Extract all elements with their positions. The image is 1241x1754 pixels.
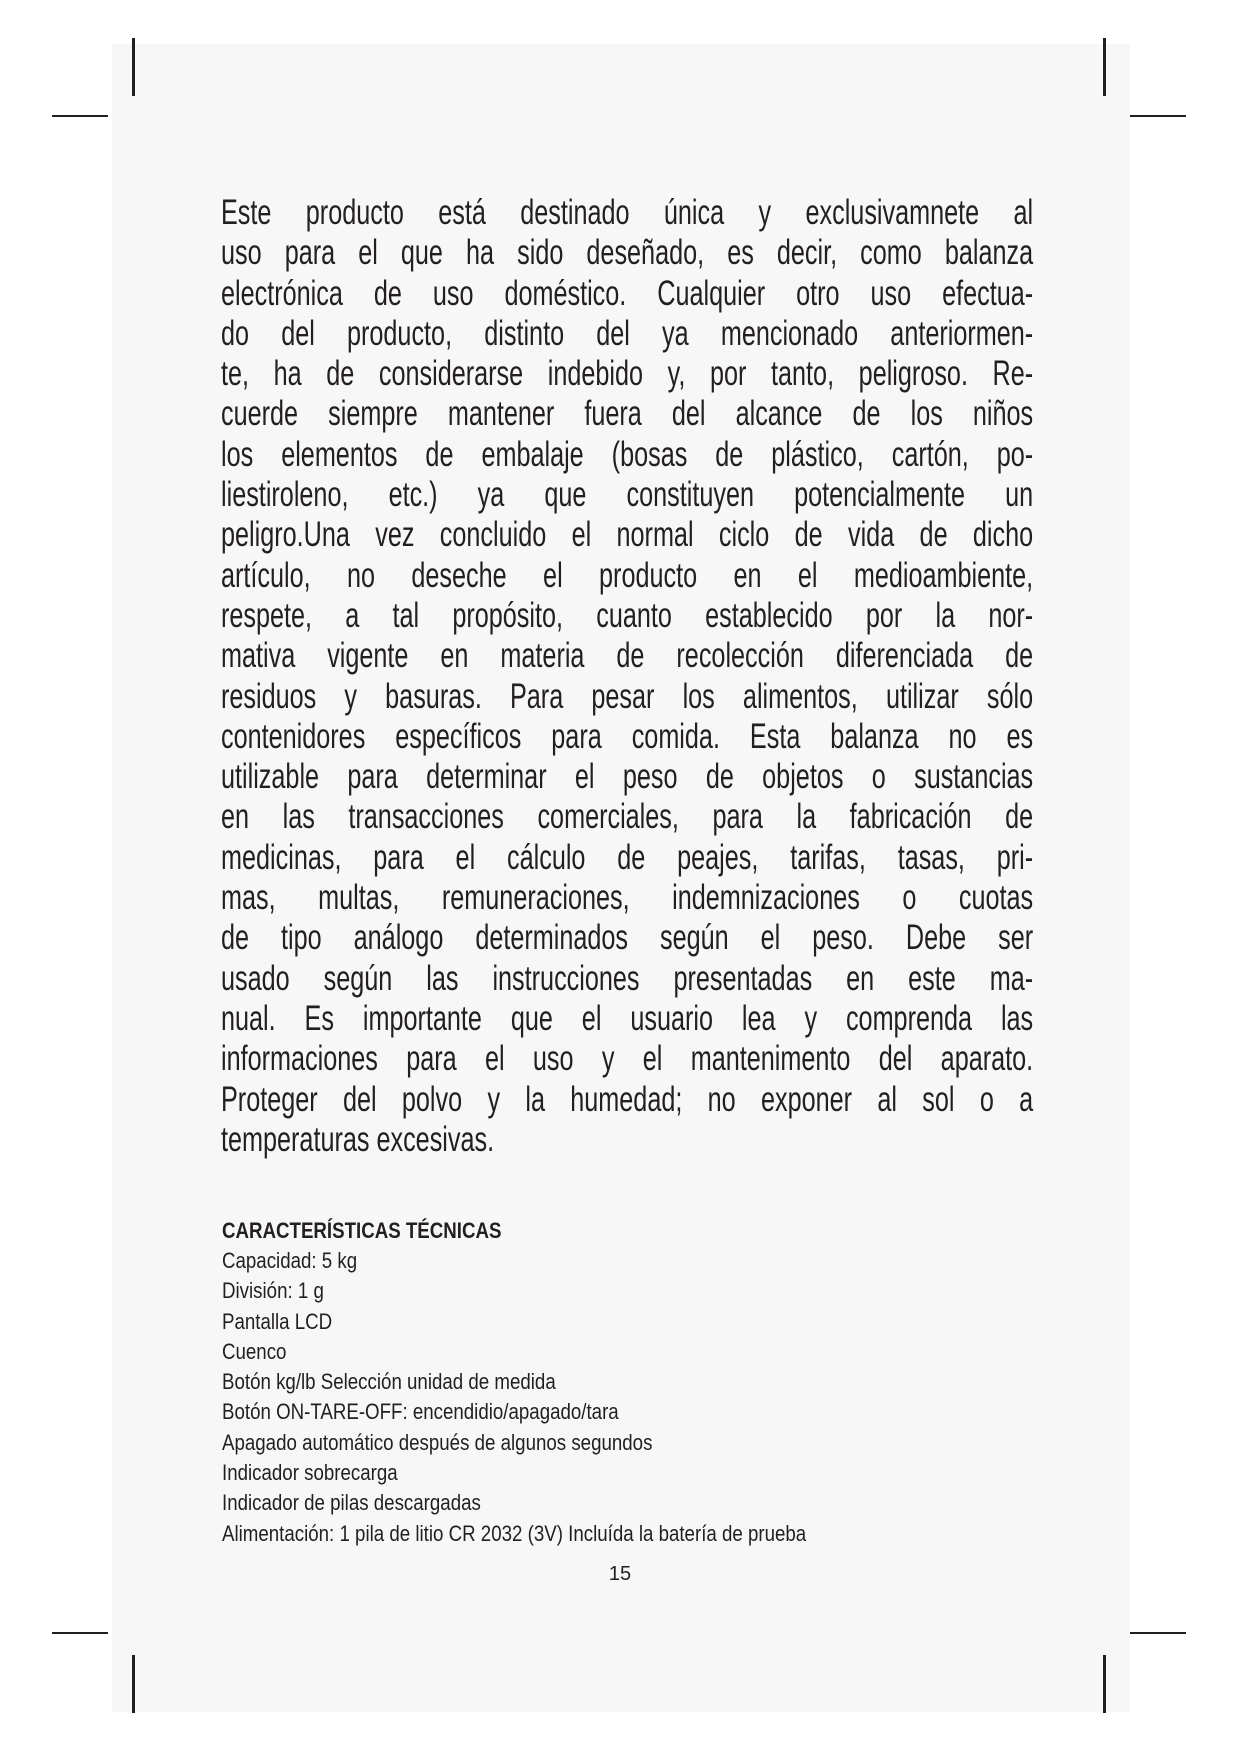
crop-mark-bottom-right-horizontal (1130, 1632, 1186, 1634)
spec-item: Botón kg/lb Selección unidad de medida (222, 1369, 556, 1395)
paragraph-line: utilizable para determinar el peso de objetos o sustancias (221, 757, 1034, 797)
crop-mark-bottom-left-horizontal (52, 1632, 108, 1634)
spec-item: Pantalla LCD (222, 1308, 333, 1334)
paragraph-line: informaciones para el uso y el mantenimento del aparato. (221, 1039, 1034, 1079)
paragraph-line: usado según las instrucciones presentadas en este ma- (221, 958, 1034, 998)
spec-item: División: 1 g (222, 1278, 324, 1304)
paragraph-line: Este producto está destinado única y exclusivamnete al (221, 193, 1034, 232)
spec-item: Cuenco (222, 1338, 287, 1364)
spec-item: Alimentación: 1 pila de litio CR 2032 (3V) Incluída la batería de prueba (222, 1520, 807, 1546)
specs-list (222, 1246, 806, 1549)
crop-mark-top-right-vertical (1103, 38, 1106, 96)
technical-specs (222, 1216, 806, 1549)
paragraph-line: temperaturas excesivas. (221, 1119, 495, 1159)
spec-item: Capacidad: 5 kg (222, 1248, 358, 1273)
spec-item: Apagado automático después de algunos segundos (222, 1429, 653, 1455)
specs-heading: CARACTERÍSTICAS TÉCNICAS (222, 1218, 502, 1243)
spec-item: Indicador de pilas descargadas (222, 1490, 481, 1516)
paragraph-line: en las transacciones comerciales, para la fabricación de (221, 797, 1034, 837)
crop-mark-top-right-horizontal (1130, 115, 1186, 117)
paragraph-line: Proteger del polvo y la humedad; no exponer al sol o a (221, 1079, 1034, 1119)
paragraph-line: uso para el que ha sido deseñado, es decir, como balanza (221, 233, 1034, 273)
paragraph-line: do del producto, distinto del ya mencionado anteriormen- (221, 313, 1034, 353)
paragraph-line: residuos y basuras. Para pesar los alimentos, utilizar sólo (221, 676, 1034, 716)
crop-mark-bottom-right-vertical (1103, 1655, 1106, 1713)
paragraph-line: te, ha de considerarse indebido y, por tanto, peligroso. Re- (221, 354, 1034, 394)
crop-mark-top-left-horizontal (52, 115, 108, 117)
paragraph-line: medicinas, para el cálculo de peajes, tarifas, tasas, pri- (221, 837, 1034, 877)
page-number: 15 (608, 1563, 632, 1585)
crop-mark-top-left-vertical (132, 38, 135, 96)
paragraph-line: liestiroleno, etc.) ya que constituyen potencialmente un (221, 475, 1034, 515)
spec-item: Botón ON-TARE-OFF: encendidio/apagado/tara (222, 1399, 619, 1425)
spec-item: Indicador sobrecarga (222, 1460, 398, 1486)
paragraph-line: cuerde siempre mantener fuera del alcance de los niños (221, 394, 1034, 434)
paragraph-line: electrónica de uso doméstico. Cualquier otro uso efectua- (221, 273, 1034, 313)
paragraph-line: mativa vigente en materia de recolección diferenciada de (221, 636, 1034, 676)
safety-paragraph (221, 193, 1033, 1160)
paragraph-line: respete, a tal propósito, cuanto establecido por la nor- (221, 595, 1034, 635)
paragraph-line: los elementos de embalaje (bosas de plástico, cartón, po- (221, 434, 1034, 474)
paragraph-line: peligro.Una vez concluido el normal ciclo de vida de dicho (221, 515, 1034, 555)
paragraph-line: nual. Es importante que el usuario lea y comprenda las (221, 998, 1034, 1038)
paragraph-line: mas, multas, remuneraciones, indemnizaciones o cuotas (221, 878, 1034, 918)
paragraph-line: de tipo análogo determinados según el peso. Debe ser (221, 918, 1034, 958)
paragraph-line: contenidores específicos para comida. Esta balanza no es (221, 716, 1034, 756)
crop-mark-bottom-left-vertical (132, 1655, 135, 1713)
paragraph-line: artículo, no deseche el producto en el medioambiente, (221, 555, 1034, 595)
